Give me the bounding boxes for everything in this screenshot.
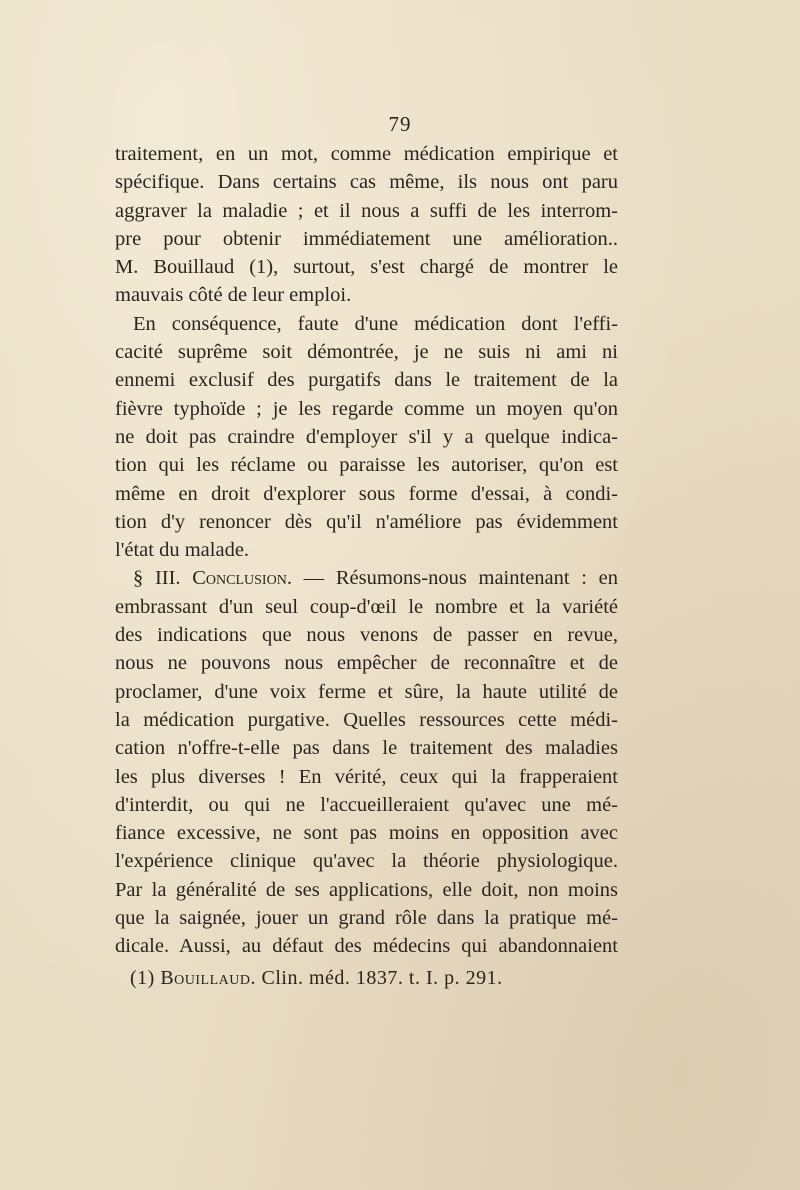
page-number: 79 bbox=[388, 112, 412, 136]
paragraph-group-2 bbox=[115, 593, 618, 961]
text-line: la médication purgative. Quelles ressources cette médi- bbox=[115, 708, 618, 731]
text-line: même en droit d'explorer sous forme d'essai, à condi- bbox=[115, 482, 618, 505]
text-line: cation n'offre-t-elle pas dans le traitement des maladies bbox=[115, 737, 618, 760]
text-line: proclamer, d'une voix ferme et sûre, la haute utilité de bbox=[115, 680, 618, 703]
footnote-author: Bouillaud. bbox=[160, 967, 256, 989]
text-line: fièvre typhoïde ; je les regarde comme un moyen qu'on bbox=[115, 397, 618, 420]
text-line: embrassant d'un seul coup-d'œil le nombre et la variété bbox=[115, 595, 618, 618]
text-line: En conséquence, faute d'une médication dont l'effi- bbox=[133, 312, 618, 335]
section-mark: § III. bbox=[133, 567, 181, 590]
footnote-marker: (1) bbox=[130, 967, 155, 989]
text-line: pre pour obtenir immédiatement une amélioration.. bbox=[115, 227, 618, 250]
text-line: aggraver la maladie ; et il nous a suffi de les interrom- bbox=[115, 199, 618, 222]
section-first-line: — Résumons-nous maintenant : en bbox=[303, 567, 619, 590]
text-line: tion qui les réclame ou paraisse les autoriser, qu'on est bbox=[115, 454, 618, 477]
text-line: que la saignée, jouer un grand rôle dans la pratique mé- bbox=[115, 907, 618, 930]
text-line: d'interdit, ou qui ne l'accueilleraient qu'avec une mé- bbox=[115, 793, 618, 816]
text-line: dicale. Aussi, au défaut des médecins qui abandonnaient bbox=[115, 935, 618, 958]
footnote-citation: Clin. méd. 1837. t. I. p. 291. bbox=[261, 967, 503, 989]
text-line: M. Bouillaud (1), surtout, s'est chargé de montrer le bbox=[115, 256, 618, 279]
footnote bbox=[130, 967, 503, 990]
text-line: spécifique. Dans certains cas même, ils nous ont paru bbox=[115, 171, 618, 194]
text-line: Par la généralité de ses applications, elle doit, non moins bbox=[115, 878, 618, 901]
text-line: nous ne pouvons nous empêcher de reconnaître et de bbox=[115, 652, 618, 675]
paragraph-group-1 bbox=[115, 140, 618, 564]
body-text bbox=[115, 140, 618, 961]
text-line: mauvais côté de leur emploi. bbox=[115, 284, 352, 307]
text-line: l'expérience clinique qu'avec la théorie physiologique. bbox=[115, 850, 618, 873]
text-line: les plus diverses ! En vérité, ceux qui la frapperaient bbox=[115, 765, 618, 788]
text-line: traitement, en un mot, comme médication empirique et bbox=[115, 143, 618, 165]
section-heading-line bbox=[115, 564, 618, 592]
text-line: ennemi exclusif des purgatifs dans le traitement de la bbox=[115, 369, 618, 392]
text-line: tion d'y renoncer dès qu'il n'améliore pas évidemment bbox=[115, 510, 618, 533]
text-line: cacité suprême soit démontrée, je ne suis ni ami ni bbox=[115, 341, 618, 364]
text-line: fiance excessive, ne sont pas moins en opposition avec bbox=[115, 822, 618, 845]
section-title: Conclusion. bbox=[192, 567, 292, 590]
text-line: l'état du malade. bbox=[115, 539, 250, 562]
text-line: des indications que nous venons de passer en revue, bbox=[115, 624, 618, 647]
text-line: ne doit pas craindre d'employer s'il y a quelque indica- bbox=[115, 425, 618, 448]
